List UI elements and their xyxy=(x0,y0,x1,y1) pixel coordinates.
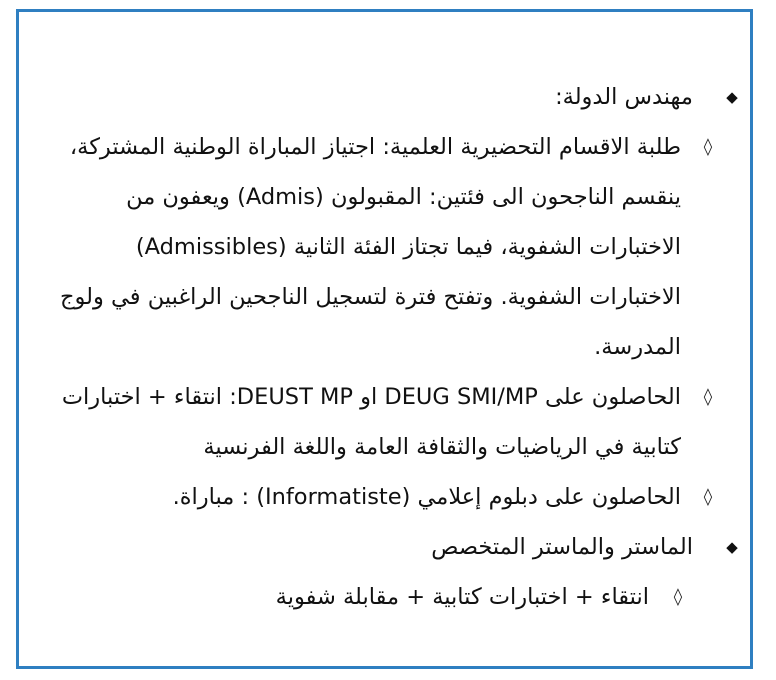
list-item-prep-classes xyxy=(59,122,749,372)
list-item-text: الحاصلون على DEUG SMI/MP او DEUST MP: انتقاء + اختبارات كتابية في الرياضيات والثقافة العامة واللغة الفرنسية xyxy=(61,384,681,460)
bullet-icon: ◆ xyxy=(726,538,738,556)
list-item-text: الماستر والماستر المتخصص xyxy=(431,534,693,560)
content-frame xyxy=(16,9,753,669)
list-item-master-selection xyxy=(59,572,749,622)
list-item-text: انتقاء + اختبارات كتابية + مقابلة شفوية xyxy=(275,584,649,610)
list-item-master xyxy=(59,522,749,572)
list-item-text: مهندس الدولة: xyxy=(555,84,693,110)
diamond-icon: ◊ xyxy=(703,487,713,507)
diamond-icon: ◊ xyxy=(703,137,713,157)
diamond-icon: ◊ xyxy=(703,387,713,407)
diamond-icon: ◊ xyxy=(673,587,683,607)
list-item-text: طلبة الاقسام التحضيرية العلمية: اجتياز المباراة الوطنية المشتركة، ينقسم الناجحون الى فئتين: المقبولون (Admis) ويعفون من الاختبارات الشفوية، فيما تجتاز الفئة الثانية (Admissibles) الاختبارات الشفوية. وتفتح فترة لتسجيل الناجحين الراغبين في ولوج المدرسة. xyxy=(60,134,681,360)
list-item-informatiste xyxy=(59,472,749,522)
admission-list xyxy=(59,72,749,622)
bullet-icon: ◆ xyxy=(726,88,738,106)
list-item-engineer xyxy=(59,72,749,122)
list-item-text: الحاصلون على دبلوم إعلامي (Informatiste) : مباراة. xyxy=(172,484,681,510)
list-item-deug-holders xyxy=(59,372,749,472)
